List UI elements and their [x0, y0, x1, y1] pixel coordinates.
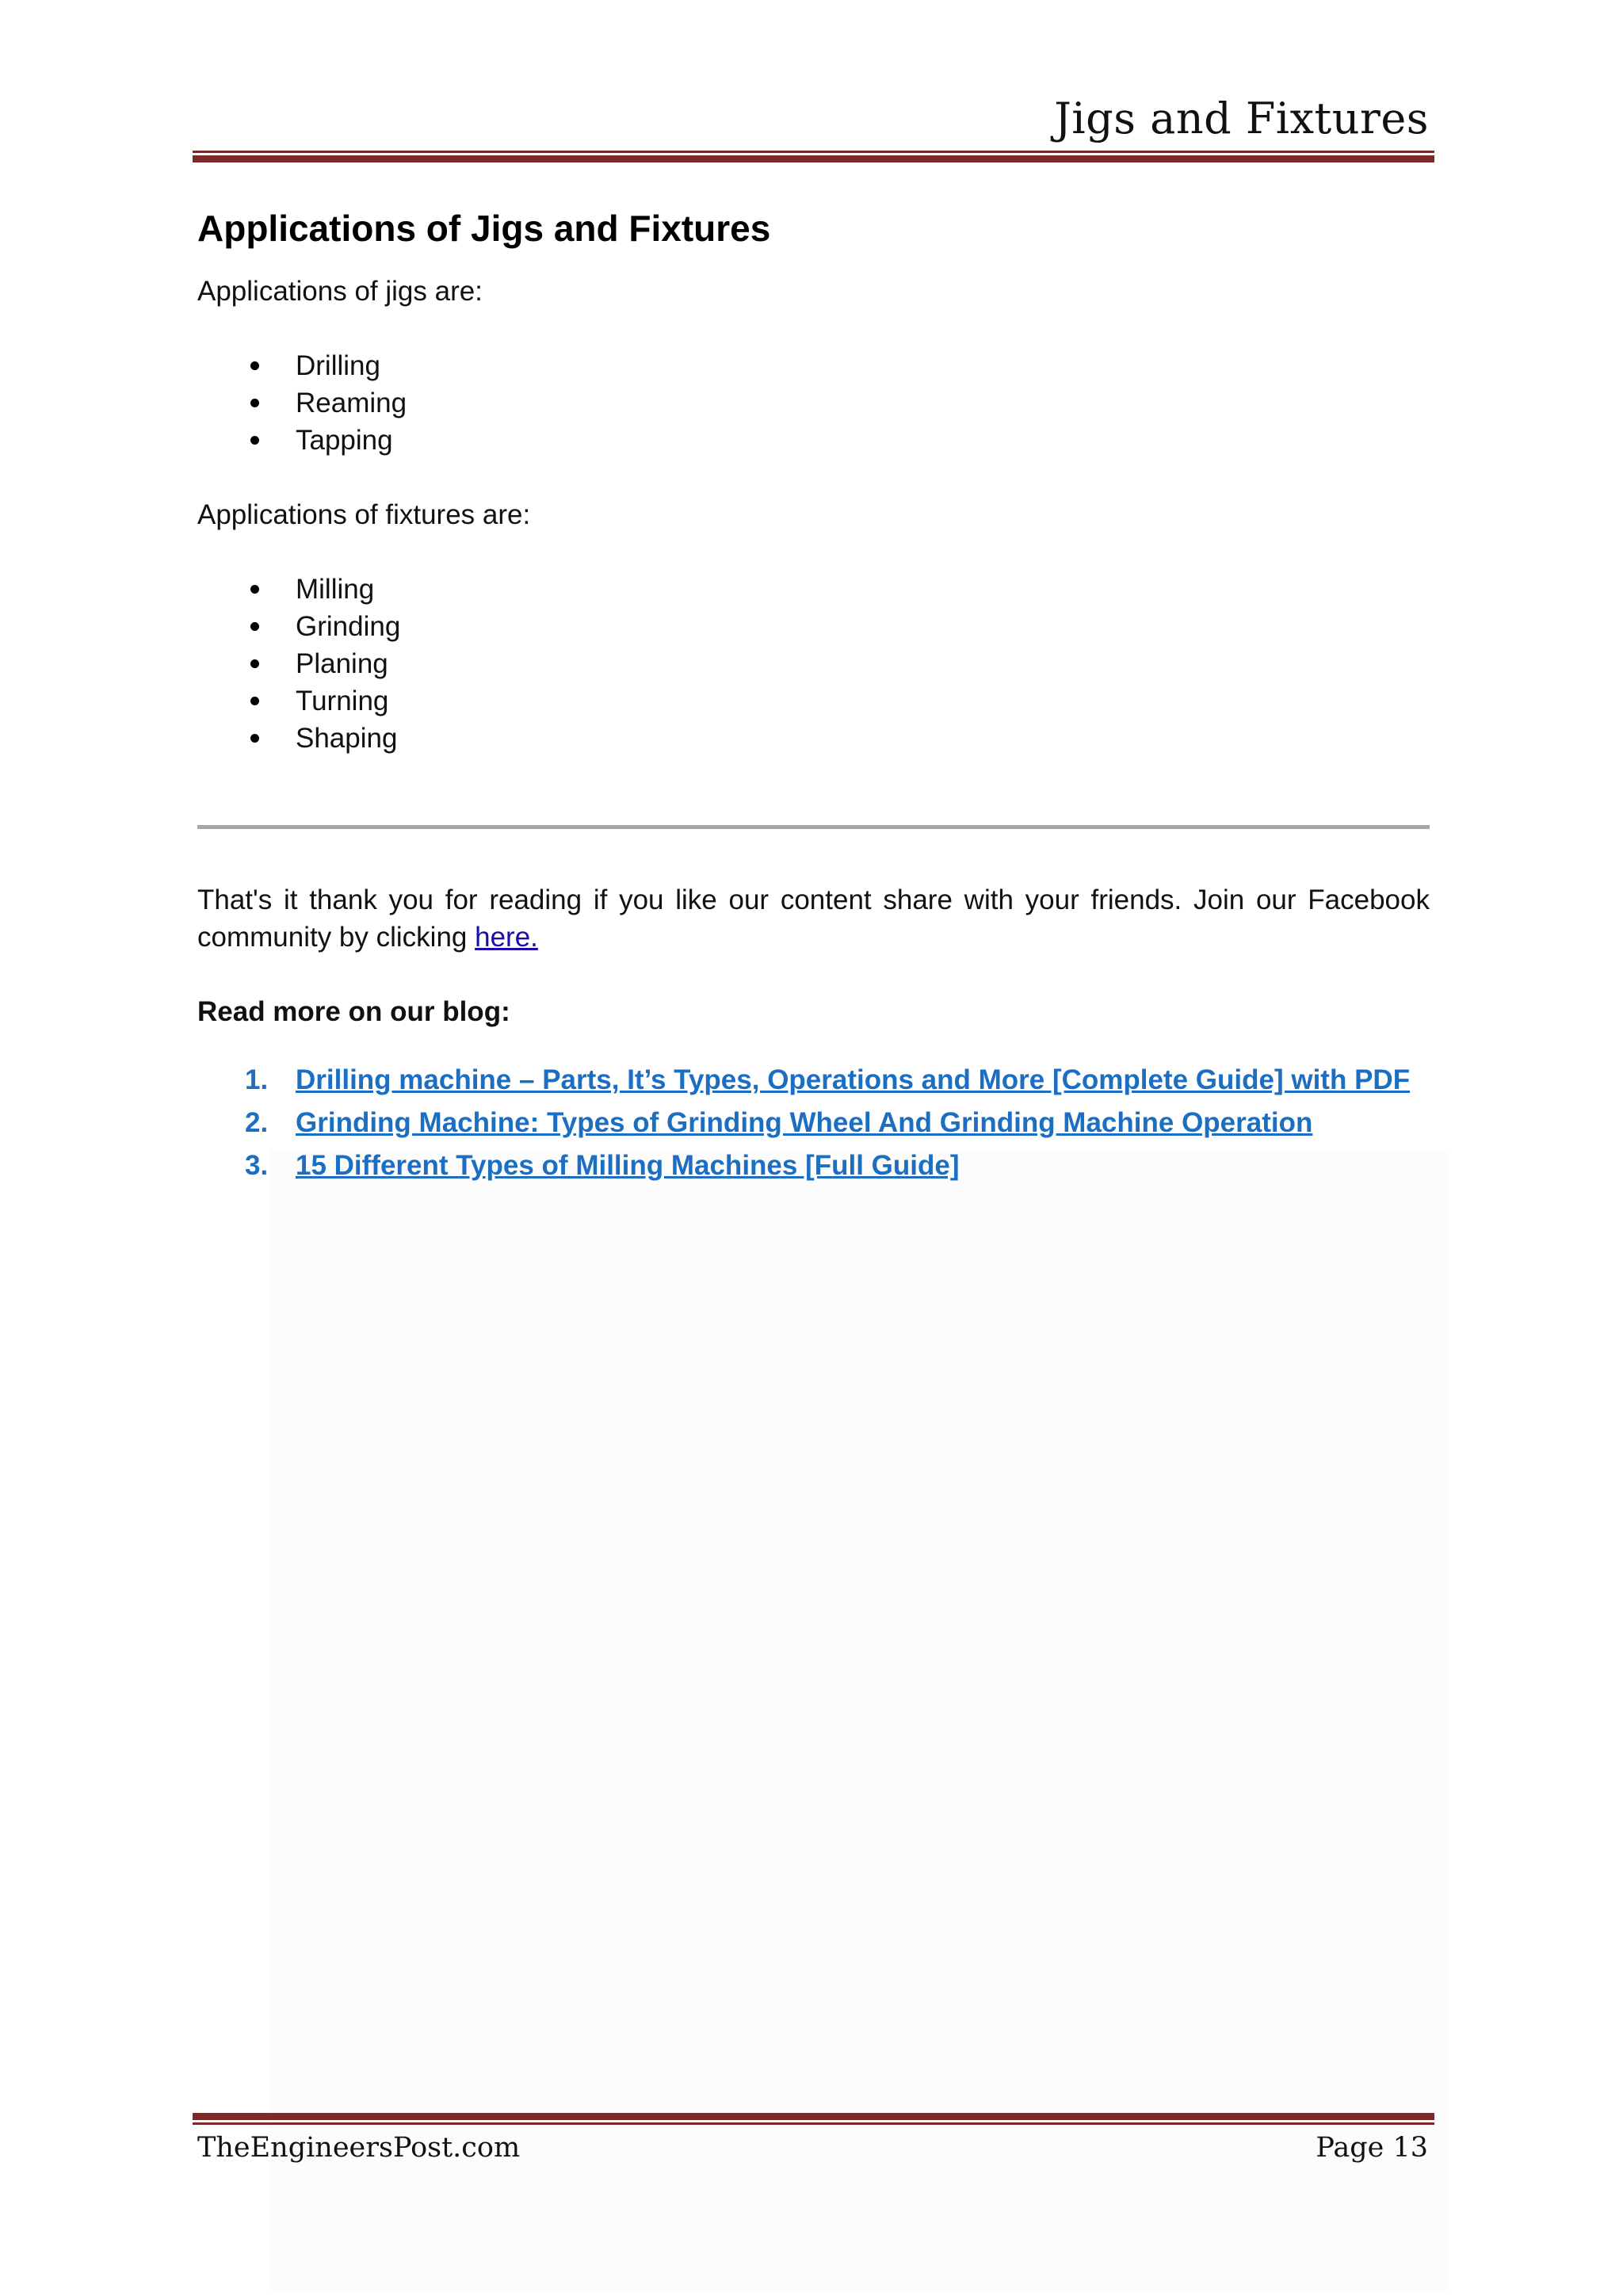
bullet-icon	[250, 734, 259, 743]
list-item: Drilling	[197, 347, 1430, 384]
bullet-icon	[250, 585, 259, 594]
blog-link-item: 3. 15 Different Types of Milling Machines [Full Guide]	[245, 1150, 960, 1181]
bullet-icon	[250, 399, 259, 407]
footer-site-name: TheEngineersPost.com	[197, 2132, 521, 2164]
list-item: Shaping	[197, 720, 1430, 757]
facebook-link[interactable]: here.	[475, 922, 538, 953]
page-heading: Applications of Jigs and Fixtures	[197, 208, 771, 249]
list-item: Milling	[197, 571, 1430, 608]
list-item: Planing	[197, 645, 1430, 682]
blog-links-list	[197, 1059, 1430, 1187]
bullet-icon	[250, 361, 259, 370]
read-more-label: Read more on our blog:	[197, 996, 510, 1027]
blog-link-grinding[interactable]: Grinding Machine: Types of Grinding Wheel And Grinding Machine Operation	[296, 1107, 1313, 1138]
fixtures-list	[197, 571, 1430, 757]
list-item: Turning	[197, 682, 1430, 720]
bullet-icon	[250, 659, 259, 668]
header-rule-thick	[193, 155, 1434, 162]
footer-rule-thin	[193, 2122, 1434, 2125]
list-item: Reaming	[197, 384, 1430, 422]
fixtures-intro: Applications of fixtures are:	[197, 499, 531, 530]
jigs-list	[197, 347, 1430, 459]
running-header-title: Jigs and Fixtures	[1054, 94, 1429, 143]
main-content	[197, 200, 1430, 1187]
jigs-intro: Applications of jigs are:	[197, 276, 483, 307]
bullet-icon	[250, 436, 259, 445]
footer-page-number: Page 13	[1316, 2132, 1428, 2164]
list-item: Grinding	[197, 608, 1430, 645]
footer-rule-thick	[193, 2113, 1434, 2120]
section-divider	[197, 825, 1430, 829]
blog-link-item: 2. Grinding Machine: Types of Grinding Wheel And Grinding Machine Operation	[245, 1107, 1313, 1138]
bullet-icon	[250, 697, 259, 705]
blog-link-item: 1. Drilling machine – Parts, It’s Types, Operations and More [Complete Guide] with PDF	[245, 1064, 1411, 1095]
blog-link-drilling[interactable]: Drilling machine – Parts, It’s Types, Operations and More [Complete Guide] with PDF	[296, 1064, 1411, 1095]
blog-link-milling[interactable]: 15 Different Types of Milling Machines [Full Guide]	[296, 1150, 960, 1181]
closing-paragraph: That's it thank you for reading if you like our content share with your friends. Join our Facebook community by clicking here.	[197, 884, 1430, 953]
bullet-icon	[250, 622, 259, 631]
list-item: Tapping	[197, 422, 1430, 459]
header-rule-thin	[193, 151, 1434, 153]
